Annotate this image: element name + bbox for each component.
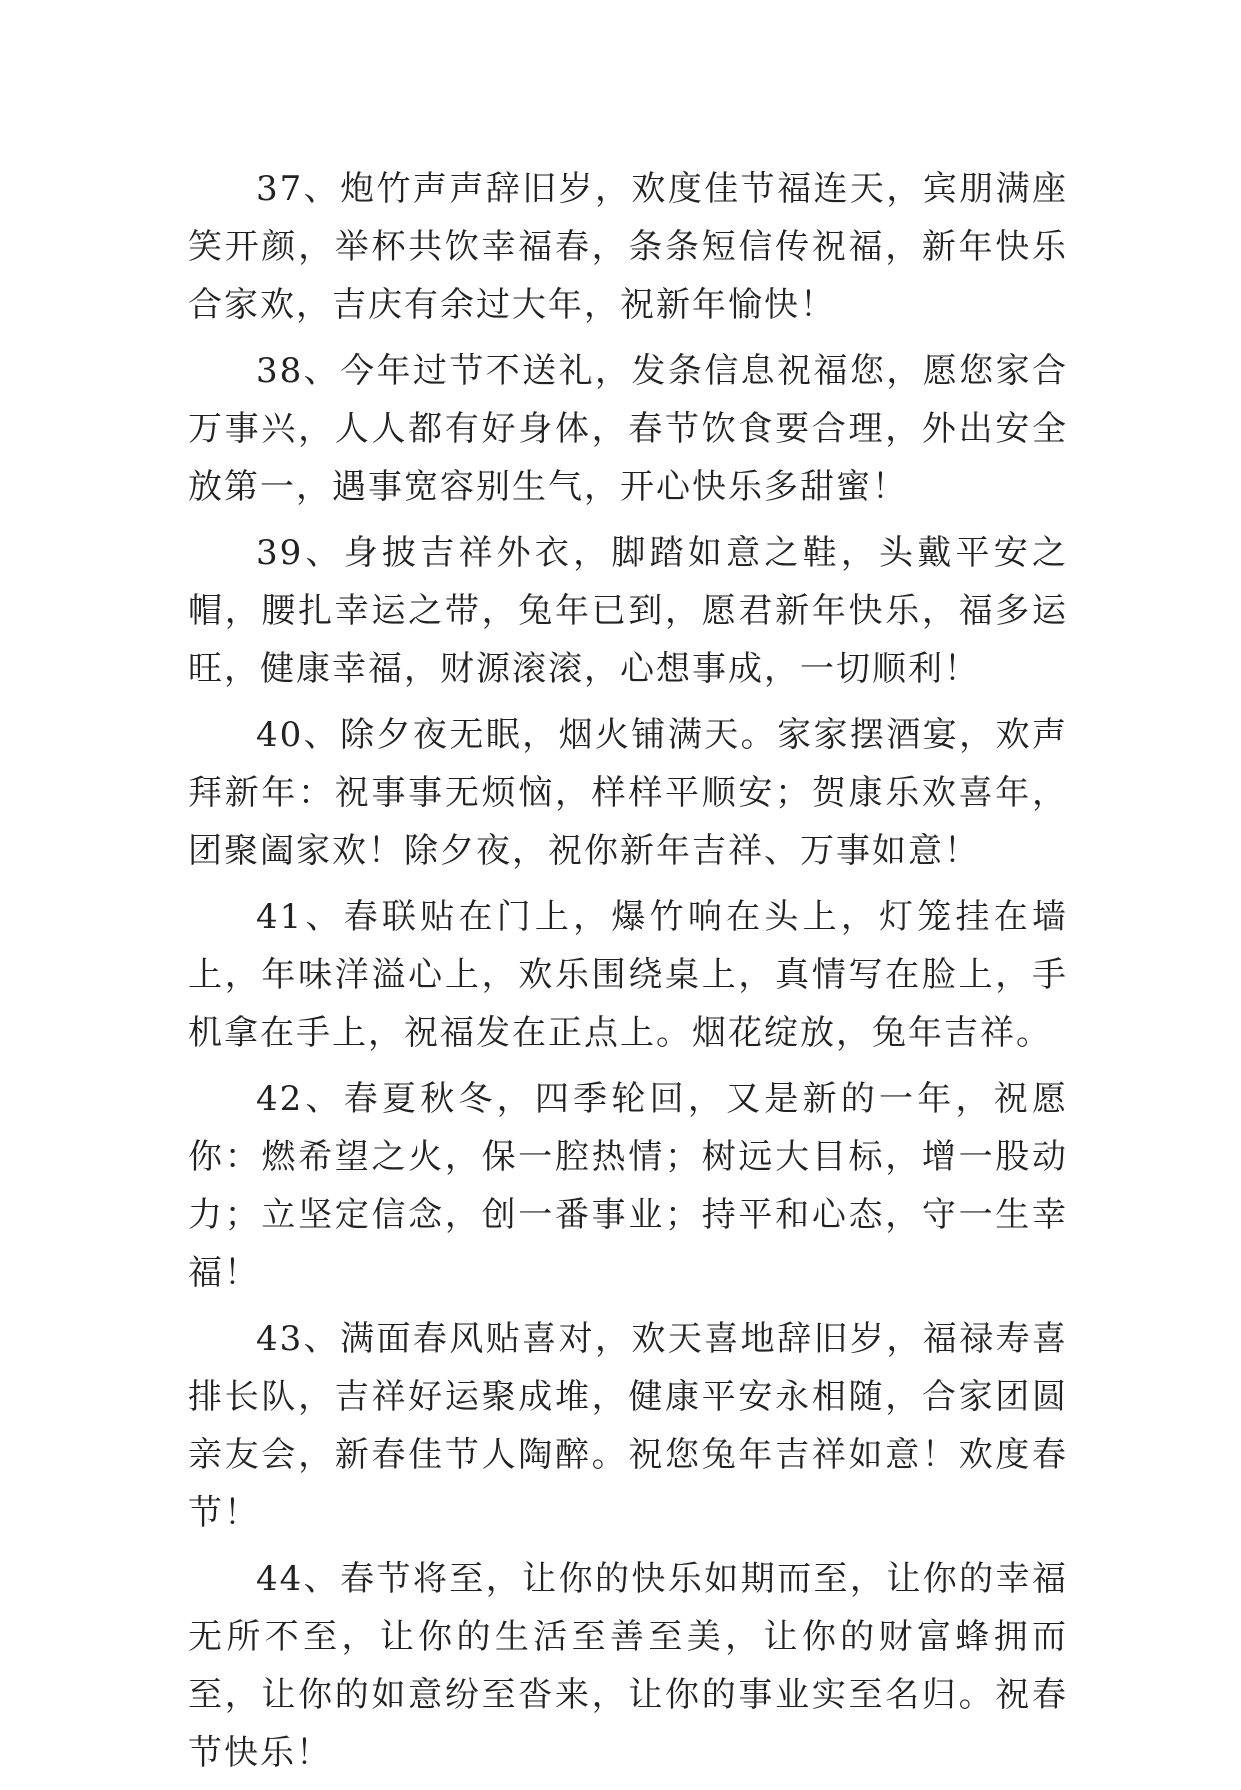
paragraph-38: 38、今年过节不送礼，发条信息祝福您，愿您家合万事兴，人人都有好身体，春节饮食要合理，外出安全放第一，遇事宽容别生气，开心快乐多甜蜜！ <box>188 351 1068 507</box>
paragraph-42: 42、春夏秋冬，四季轮回，又是新的一年，祝愿你：燃希望之火，保一腔热情；树远大目标，增一股动力；立坚定信念，创一番事业；持平和心态，守一生幸福！ <box>188 1079 1068 1293</box>
paragraph-37: 37、炮竹声声辞旧岁，欢度佳节福连天，宾朋满座笑开颜，举杯共饮幸福春，条条短信传祝福，新年快乐合家欢，吉庆有余过大年，祝新年愉快！ <box>188 169 1068 325</box>
document-body <box>188 160 1068 1790</box>
paragraph-40: 40、除夕夜无眠，烟火铺满天。家家摆酒宴，欢声拜新年：祝事事无烦恼，样样平顺安；贺康乐欢喜年，团聚阖家欢！除夕夜，祝你新年吉祥、万事如意！ <box>188 715 1068 871</box>
paragraph-41: 41、春联贴在门上，爆竹响在头上，灯笼挂在墙上，年味洋溢心上，欢乐围绕桌上，真情写在脸上，手机拿在手上，祝福发在正点上。烟花绽放，兔年吉祥。 <box>188 897 1068 1053</box>
paragraph-43: 43、满面春风贴喜对，欢天喜地辞旧岁，福禄寿喜排长队，吉祥好运聚成堆，健康平安永相随，合家团圆亲友会，新春佳节人陶醉。祝您兔年吉祥如意！欢度春节！ <box>188 1319 1068 1533</box>
paragraph-44: 44、春节将至，让你的快乐如期而至，让你的幸福无所不至，让你的生活至善至美，让你的财富蜂拥而至，让你的如意纷至沓来，让你的事业实至名归。祝春节快乐！ <box>188 1559 1068 1773</box>
paragraph-39: 39、身披吉祥外衣，脚踏如意之鞋，头戴平安之帽，腰扎幸运之带，兔年已到，愿君新年快乐，福多运旺，健康幸福，财源滚滚，心想事成，一切顺利！ <box>188 533 1068 689</box>
